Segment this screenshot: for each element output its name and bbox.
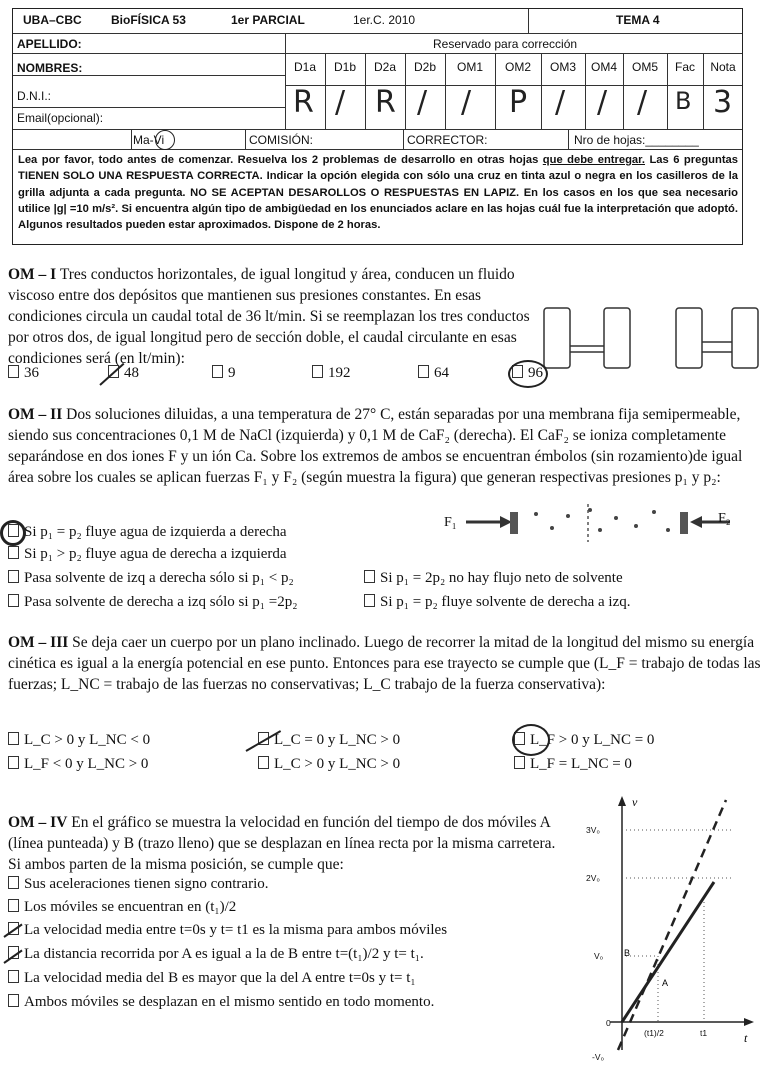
grade-col-om1: OM1: [456, 60, 483, 74]
turno-circle: [155, 130, 175, 150]
grade-mark: R: [375, 85, 396, 120]
y-tick: V₀: [594, 951, 604, 961]
om1-option[interactable]: 48: [108, 365, 139, 382]
om3-option[interactable]: L_C > 0 y L_NC < 0: [8, 732, 150, 749]
om4-option[interactable]: La velocidad media entre t=0s y t= t1 es la misma para ambos móviles: [8, 922, 447, 939]
grade-col-d2b: D2b: [413, 60, 436, 74]
email-label: Email(opcional):: [17, 111, 104, 125]
grade-col-nota: Nota: [710, 60, 736, 74]
grade-mark: 3: [713, 85, 733, 120]
grade-col-d2a: D2a: [373, 60, 396, 74]
label-b: B: [624, 948, 631, 958]
om2-membrane-diagram: [440, 500, 750, 548]
om1-tanks-diagram: [536, 288, 776, 378]
om2-option[interactable]: Si p₁ = p₂ fluye solvente de derecha a izq.: [364, 594, 631, 611]
x-tick: (t1)/2: [644, 1028, 664, 1038]
turno: Ma-Vi: [133, 133, 165, 147]
om2-option[interactable]: Si p₁ > p₂ fluye agua de derecha a izquierda: [8, 546, 287, 563]
om3-option[interactable]: L_F = L_NC = 0: [514, 756, 632, 773]
om3-text: Se deja caer un cuerpo por un plano inclinado. Luego de recorrer la mitad de la longitud del mismo su energía cinética es igual a la energía potencial en ese punto. Entonces para ese trayecto se cumple que (L_F = trabajo de todas las fuerzas; L_NC = trabajo de las fuerzas no conservativas; L_C trabajo de la fuerza conservativa):: [8, 634, 761, 693]
om2-option[interactable]: Si p₁ = p₂ fluye agua de izquierda a derecha: [8, 524, 287, 541]
t-axis-label: t: [744, 1031, 748, 1045]
dni-label: D.N.I.:: [17, 89, 52, 103]
om1-option[interactable]: 64: [418, 365, 449, 382]
om4-option[interactable]: La distancia recorrida por A es igual a la de B entre t=(t₁)/2 y t= t₁.: [8, 946, 424, 963]
subject: BioFÍSICA 53: [111, 13, 186, 27]
f1-label: F₁: [444, 515, 457, 530]
om3-label: OM – III: [8, 634, 69, 651]
om4-label: OM – IV: [8, 814, 68, 831]
grade-col-om5: OM5: [631, 60, 658, 74]
reservado-label: Reservado para corrección: [433, 37, 578, 51]
om3-option[interactable]: L_C > 0 y L_NC > 0: [258, 756, 400, 773]
label-a: A: [662, 978, 669, 988]
grade-col-fac: Fac: [674, 60, 695, 74]
grade-mark: /: [555, 85, 566, 120]
x-tick: t1: [700, 1028, 708, 1038]
corrector-label: CORRECTOR:: [407, 133, 488, 147]
grade-col-d1a: D1a: [293, 60, 316, 74]
institution: UBA–CBC: [23, 13, 82, 27]
om2-option[interactable]: Pasa solvente de izq a derecha sólo si p₁ < p₂: [8, 570, 294, 587]
om3-option[interactable]: L_F < 0 y L_NC > 0: [8, 756, 148, 773]
y-tick: -V₀: [592, 1052, 605, 1062]
om4-text: En el gráfico se muestra la velocidad en función del tiempo de dos móviles A (línea punteada) y B (trazo lleno) que se desplazan en línea recta por la misma carretera. Si ambos parten de la misma posición, se cumple que:: [8, 814, 556, 873]
nombres-label: NOMBRES:: [17, 61, 83, 75]
grade-mark: /: [335, 85, 346, 120]
grade-mark: B: [675, 87, 692, 115]
grade-col-om3: OM3: [549, 60, 576, 74]
y-tick: 3V₀: [586, 825, 600, 835]
line-b: [622, 882, 714, 1022]
term: 1er.C. 2010: [353, 13, 416, 27]
om2-statement: [8, 404, 772, 488]
om3-statement: [8, 632, 772, 695]
om1-circle-mark: [508, 360, 548, 388]
om1-option[interactable]: 9: [212, 365, 236, 382]
grade-mark: P: [509, 85, 528, 120]
y-tick: 0: [606, 1018, 611, 1028]
v-axis-label: v: [632, 795, 638, 809]
tema: TEMA 4: [616, 13, 660, 27]
grade-mark: /: [637, 85, 648, 120]
om1-option[interactable]: 96: [512, 365, 543, 382]
om3-circle-mark: [512, 724, 550, 756]
om1-statement: [8, 264, 530, 369]
exam-name: 1er PARCIAL: [231, 13, 305, 27]
om1-label: OM – I: [8, 266, 57, 283]
grade-col-d1b: D1b: [333, 60, 356, 74]
om4-option[interactable]: La velocidad media del B es mayor que la del A entre t=0s y t= t₁: [8, 970, 416, 987]
om3-option[interactable]: L_F > 0 y L_NC = 0: [514, 732, 654, 749]
y-tick: 2V₀: [586, 873, 600, 883]
line-a: [618, 800, 726, 1050]
grade-col-om2: OM2: [504, 60, 531, 74]
om2-option[interactable]: Pasa solvente de derecha a izq sólo si p₁ =2p₂: [8, 594, 297, 611]
hojas-label: Nro de hojas:________: [574, 133, 699, 147]
om4-statement: [8, 812, 558, 875]
grade-col-om4: OM4: [590, 60, 617, 74]
om1-option[interactable]: 192: [312, 365, 351, 382]
om1-option[interactable]: 36: [8, 365, 39, 382]
grade-mark: /: [461, 85, 472, 120]
om3-option[interactable]: L_C = 0 y L_NC > 0: [258, 732, 400, 749]
om2-option[interactable]: Si p₁ = 2p₂ no hay flujo neto de solvente: [364, 570, 623, 587]
grade-mark: /: [597, 85, 608, 120]
om2-circle-mark: [0, 520, 26, 546]
instructions: Lea por favor, todo antes de comenzar. Resuelva los 2 problemas de desarrollo en otras hojas que debe entregar. Las 6 preguntas TIENEN SOLO UNA RESPUESTA CORRECTA. Indicar la opción elegida con sólo una cruz en tinta azul o negra en los casilleros de la grilla adjunta a cada pregunta. NO SE ACEPTAN DESAROLLOS O RESPUESTAS EN LAPIZ. En los casos en los que sea necesario utilice |g| =10 m/s². Si encuentra algún tipo de ambigüedad en los enunciados aclare en las hojas cuál fue la interpretación que adoptó. Algunos resultados pueden estar aproximados. Dispone de 2 horas.: [18, 154, 738, 232]
apellido-label: APELLIDO:: [17, 37, 82, 51]
om4-velocity-graph: [580, 790, 760, 1065]
om4-option[interactable]: Ambos móviles se desplazan en el mismo sentido en todo momento.: [8, 994, 434, 1011]
om4-option[interactable]: Sus aceleraciones tienen signo contrario.: [8, 876, 269, 893]
om1-text: Tres conductos horizontales, de igual longitud y área, conducen un fluido viscoso entre dos depósitos que mantienen sus presiones constantes. En esas condiciones circula un caudal total de 36 lt/min. Si se reemplazan los tres conductos por otros dos, de igual longitud pero de sección doble, el caudal circulante en esas condiciones será (en lt/min):: [8, 266, 530, 367]
comision-label: COMISIÓN:: [249, 133, 314, 147]
om2-label: OM – II: [8, 406, 63, 423]
f2-label: F₂: [718, 511, 731, 526]
header-table: [12, 8, 743, 245]
om4-option[interactable]: Los móviles se encuentran en (t₁)/2: [8, 899, 236, 916]
om2-text: Dos soluciones diluidas, a una temperatura de 27° C, están separadas por una membrana fija semipermeable, siendo sus concentraciones 0,1 M de NaCl (izquierda) y 0,1 M de CaF₂ (derecha). El CaF₂ se ioniza completamente separándose en dos iones F y un ión Ca. Sobre los extremos de ambos se encuentran émbolos (sin rozamiento)de igual área sobre los cuales se aplican fuerzas F₁ y F₂ (según muestra la figura) que generan respectivas presiones p₁ y p₂:: [8, 406, 743, 486]
grade-mark: /: [417, 85, 428, 120]
grade-mark: R: [293, 85, 314, 120]
